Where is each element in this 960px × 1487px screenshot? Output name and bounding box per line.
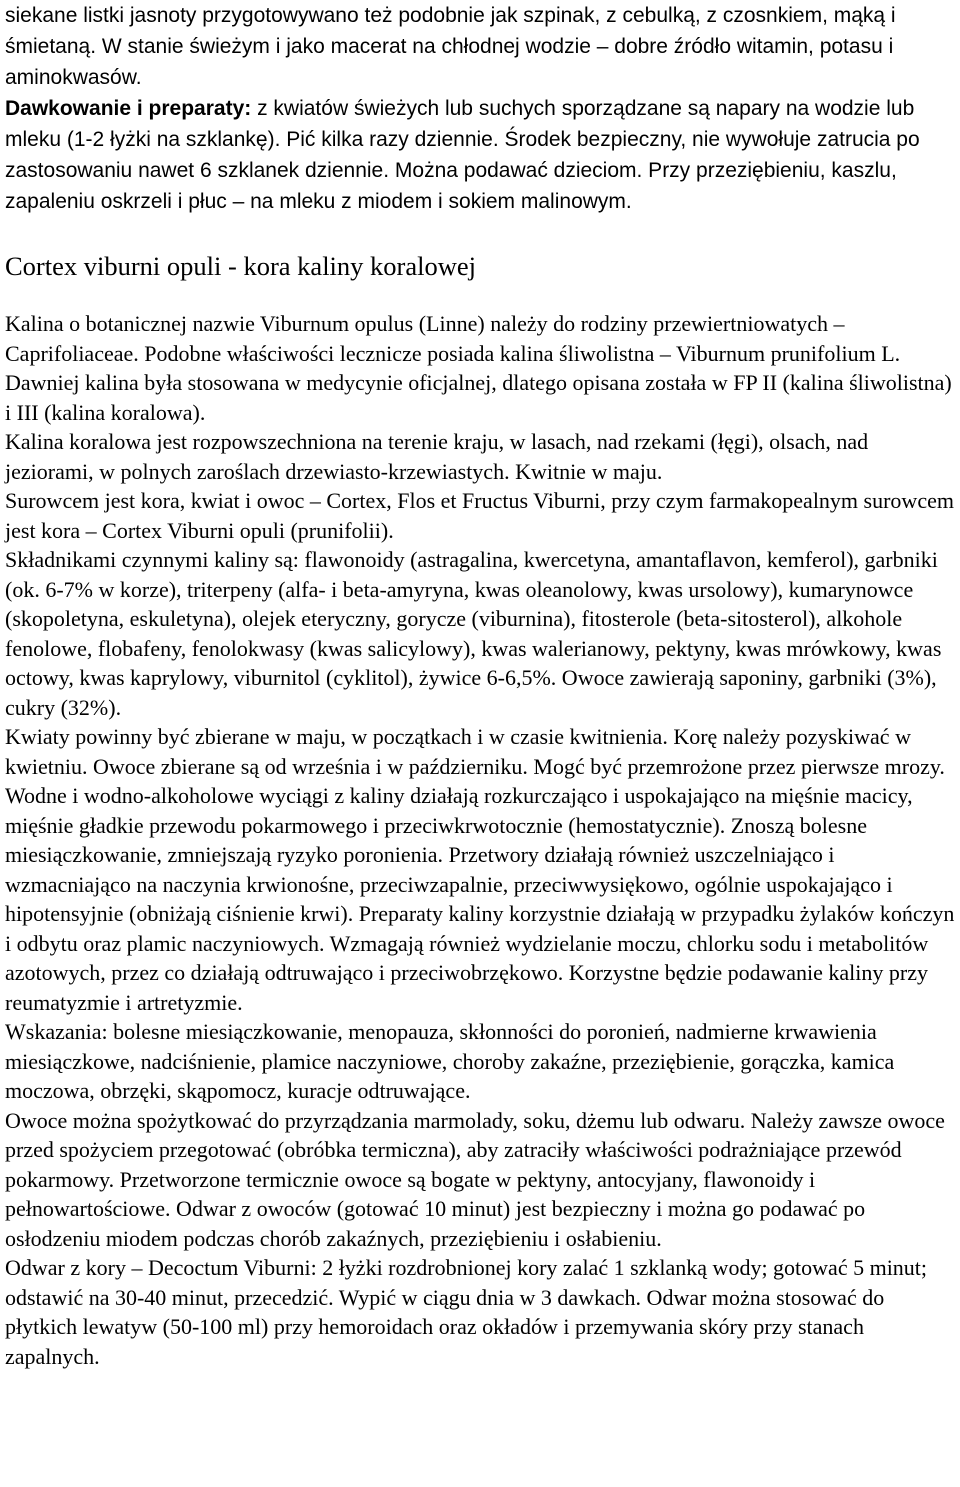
paragraph-preparation: siekane listki jasnoty przygotowywano też podobnie jak szpinak, z cebulką, z czosnkiem, mąką i śmietaną. W stanie świeżym i jako macerat na chłodnej wodzie – dobre źródło witamin, potasu i aminokwasów. xyxy=(5,4,896,89)
paragraph-indications: Wskazania: bolesne miesiączkowanie, menopauza, skłonności do poronień, nadmierne krwawienia miesiączkowe, nadciśnienie, plamice naczyniowe, choroby zakaźne, przeziębienie, gorączka, kamica moczowa, obrzęki, skąpomocz, kuracje odtruwające. xyxy=(5,1019,895,1103)
dosage-text: z kwiatów świeżych lub suchych sporządzane są napary na wodzie lub mleku (1-2 łyżki na szklankę). Pić kilka razy dziennie. Środek bezpieczny, nie wywołuje zatrucia po zastosowaniu nawet 6 szklanek dziennie. Można podawać dzieciom. Przy przeziębieniu, kaszlu, zapaleniu oskrzeli i płuc – na mleku z miodem i sokiem malinowym. xyxy=(5,97,920,213)
previous-entry-text xyxy=(5,0,956,217)
paragraph-dosage xyxy=(5,93,956,217)
paragraph-botany: Kalina o botanicznej nazwie Viburnum opulus (Linne) należy do rodziny przewiertniowatych – Caprifoliaceae. Podobne właściwości lecznicze posiada kalina śliwolistna – Viburnum prunifolium L. Dawniej kalina była stosowana w medycynie oficjalnej, dlatego opisana została w FP II (kalina śliwolistna) i III (kalina koralowa). xyxy=(5,311,952,425)
dosage-label: Dawkowanie i preparaty: xyxy=(5,97,252,120)
paragraph-raw-material: Surowcem jest kora, kwiat i owoc – Cortex, Flos et Fructus Viburni, przy czym farmakopealnym surowcem jest kora – Cortex Viburni opuli (prunifolii). xyxy=(5,488,954,543)
paragraph-fruit-use: Owoce można spożytkować do przyrządzania marmolady, soku, dżemu lub odwaru. Należy zawsze owoce przed spożyciem przegotować (obróbka termiczna), aby zatraciły właściwości podrażniające przewód pokarmowy. Przetworzone termicznie owoce są bogate w pektyny, antocyjany, flawonoidy i pełnowartościowe. Odwar z owoców (gotować 10 minut) jest bezpieczny i można go podawać po osłodzeniu miodem podczas chorób zakaźnych, przeziębieniu i osłabieniu. xyxy=(5,1107,945,1251)
paragraph-habitat: Kalina koralowa jest rozpowszechniona na terenie kraju, w lasach, nad rzekami (łęgi), olsach, nad jeziorami, w polnych zaroślach drzewiasto-krzewiastych. Kwitnie w maju. xyxy=(5,429,869,484)
paragraph-decoction: Odwar z kory – Decoctum Viburni: 2 łyżki rozdrobnionej kory zalać 1 szklanką wody; gotować 5 minut; odstawić na 30-40 minut, przecedzić. Wypić w ciągu dnia w 3 dawkach. Odwar można stosować do płytkich lewatyw (50-100 ml) przy hemoroidach oraz okładów i przemywania skóry przy stanach zapalnych. xyxy=(5,1255,928,1369)
paragraph-harvest: Kwiaty powinny być zbierane w maju, w początkach i w czasie kwitnienia. Korę należy pozyskiwać w kwietniu. Owoce zbierane są od września i w październiku. Mogć być przemrożone przez pierwsze mrozy. xyxy=(5,724,945,779)
section-heading: Cortex viburni opuli - kora kaliny koralowej xyxy=(5,251,477,281)
paragraph-action: Wodne i wodno-alkoholowe wyciągi z kaliny działają rozkurczająco i uspokajająco na mięśnie macicy, mięśnie gładkie przewodu pokarmowego i przeciwkrwotocznie (hemostatycznie). Znoszą bolesne miesiączkowanie, zmniejszają ryzyko poronienia. Przetwory działają również uszczelniająco i wzmacniająco na naczynia krwionośne, przeciwzapalnie, przeciwwysiękowo, ogólnie uspokajająco i hipotensyjnie (obniżają ciśnienie krwi). Preparaty kaliny korzystnie działają w przypadku żylaków kończyn i odbytu oraz plamic naczyniowych. Wzmagają również wydzielanie moczu, chlorku sodu i metabolitów azotowych, przez co działają odtruwająco i przeciwobrzękowo. Korzystne będzie podawanie kaliny przy reumatyzmie i artretyzmie. xyxy=(5,783,955,1015)
paragraph-active-ingredients: Składnikami czynnymi kaliny są: flawonoidy (astragalina, kwercetyna, amantaflavon, kemferol), garbniki (ok. 6-7% w korze), triterpeny (alfa- i beta-amyryna, kwas oleanolowy, kwas ursolowy), kumarynowce (skopoletyna, eskuletyna), olejek eteryczny, gorycze (viburnina), fitosterole (beta-sitosterol), alkohole fenolowe, flobafeny, fenolokwasy (kwas salicylowy), kwas walerianowy, pektyny, kwas mrówkowy, kwas octowy, kwas kaprylowy, viburnitol (cyklitol), żywice 6-6,5%. Owoce zawierają saponiny, garbniki (3%), cukry (32%). xyxy=(5,547,942,720)
section-body xyxy=(5,309,956,1371)
